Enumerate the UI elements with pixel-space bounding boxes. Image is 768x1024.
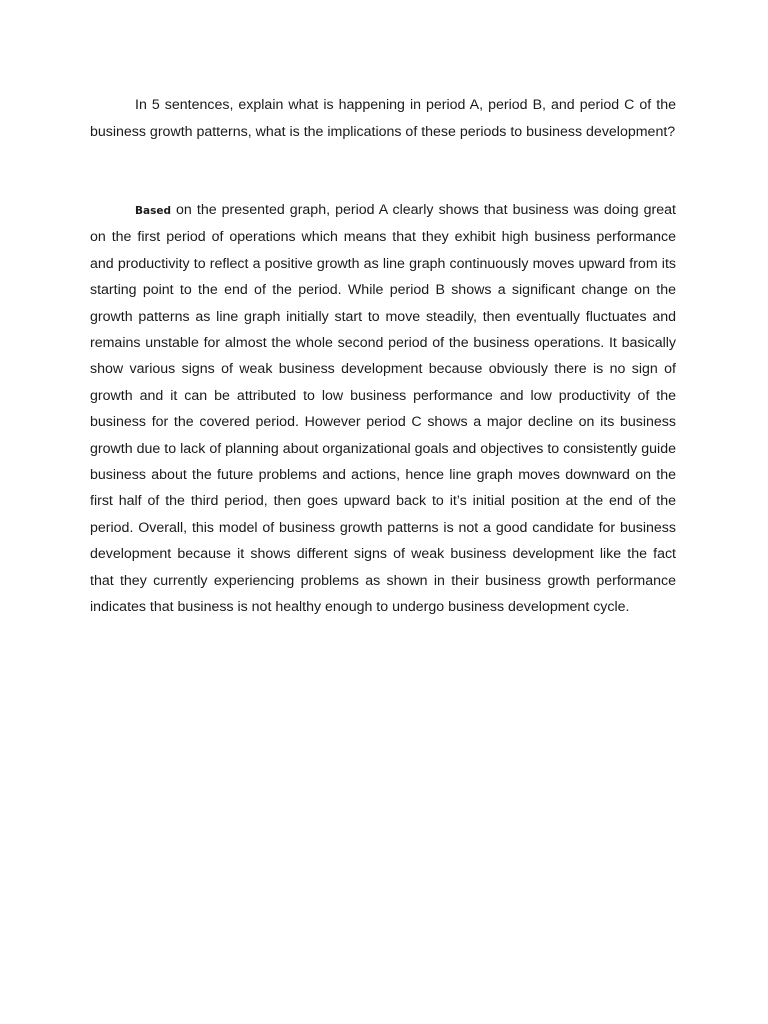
answer-lead-word: Based (135, 205, 171, 217)
question-paragraph: In 5 sentences, explain what is happening in period A, period B, and period C of the business growth patterns, what is the implications of these periods to business development? (90, 97, 676, 140)
answer-body-text: on the presented graph, period A clearly shows that business was doing great on the first period of operations which means that they exhibit high business performance and productivity to reflect a positive growth as line graph continuously moves upward from its starting point to the end of the period. While period B shows a significant change on the growth patterns as line graph initially start to move steadily, then eventually fluctuates and remains unstable for almost the whole second period of the business operations. It basically show various signs of weak business development because obviously there is no sign of growth and it can be attributed to low business performance and low productivity of the business for the covered period. However period C shows a major decline on its business growth due to lack of planning about organizational goals and objectives to consistently guide business about the future problems and actions, hence line graph moves downward on the first half of the third period, then goes upward back to it’s initial position at the end of the period. Overall, this model of business growth patterns is not a good candidate for business development because it shows different signs of weak business development like the fact that they currently experiencing problems as shown in their business growth performance indicates that business is not healthy enough to undergo business development cycle. (90, 202, 676, 616)
answer-paragraph (90, 197, 676, 621)
